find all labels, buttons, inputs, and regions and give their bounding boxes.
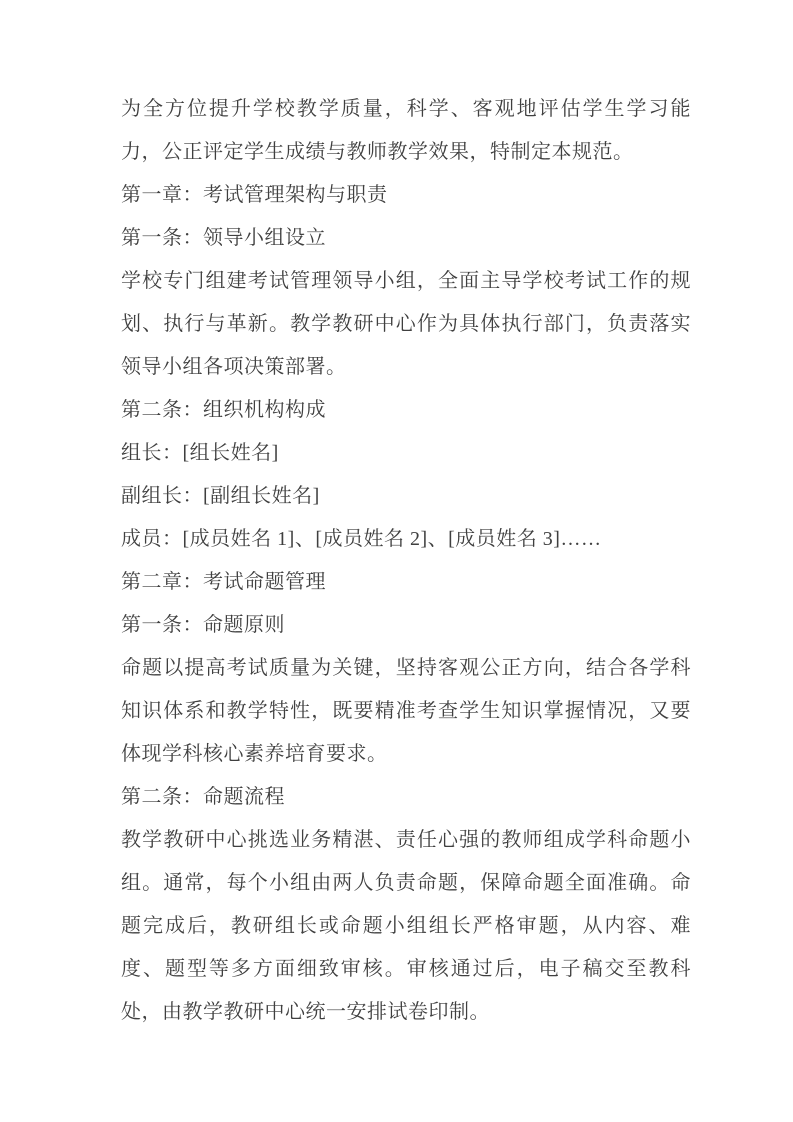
members-line: 成员：[成员姓名 1]、[成员姓名 2]、[成员姓名 3]…… xyxy=(121,528,602,550)
intro-paragraph: 为全方位提升学校教学质量，科学、客观地评估学生学习能力，公正评定学生成绩与教师教学效果，特制定本规范。 xyxy=(121,98,691,163)
chapter-2-article-2-heading: 第二条：命题流程 xyxy=(121,786,285,808)
chapter-2-heading: 第二章：考试命题管理 xyxy=(121,571,326,593)
chapter-2-article-2-body: 教学教研中心挑选业务精湛、责任心强的教师组成学科命题小组。通常，每个小组由两人负责命题，保障命题全面准确。命题完成后，教研组长或命题小组组长严格审题，从内容、难度、题型等多方面细致审核。审核通过后，电子稿交至教科处，由教学教研中心统一安排试卷印制。 xyxy=(121,829,691,1023)
deputy-leader-line: 副组长：[副组长姓名] xyxy=(121,485,320,507)
chapter-1-article-1-heading: 第一条：领导小组设立 xyxy=(121,227,326,249)
chapter-1-heading: 第一章：考试管理架构与职责 xyxy=(121,184,388,206)
group-leader-line: 组长：[组长姓名] xyxy=(121,442,279,464)
chapter-1-article-2-heading: 第二条：组织机构构成 xyxy=(121,399,326,421)
chapter-1-article-1-body: 学校专门组建考试管理领导小组，全面主导学校考试工作的规划、执行与革新。教学教研中心作为具体执行部门，负责落实领导小组各项决策部署。 xyxy=(121,270,691,378)
chapter-2-article-1-heading: 第一条：命题原则 xyxy=(121,614,285,636)
document-body xyxy=(121,88,691,1034)
chapter-2-article-1-body: 命题以提高考试质量为关键，坚持客观公正方向，结合各学科知识体系和教学特性，既要精准考查学生知识掌握情况，又要体现学科核心素养培育要求。 xyxy=(121,657,691,765)
